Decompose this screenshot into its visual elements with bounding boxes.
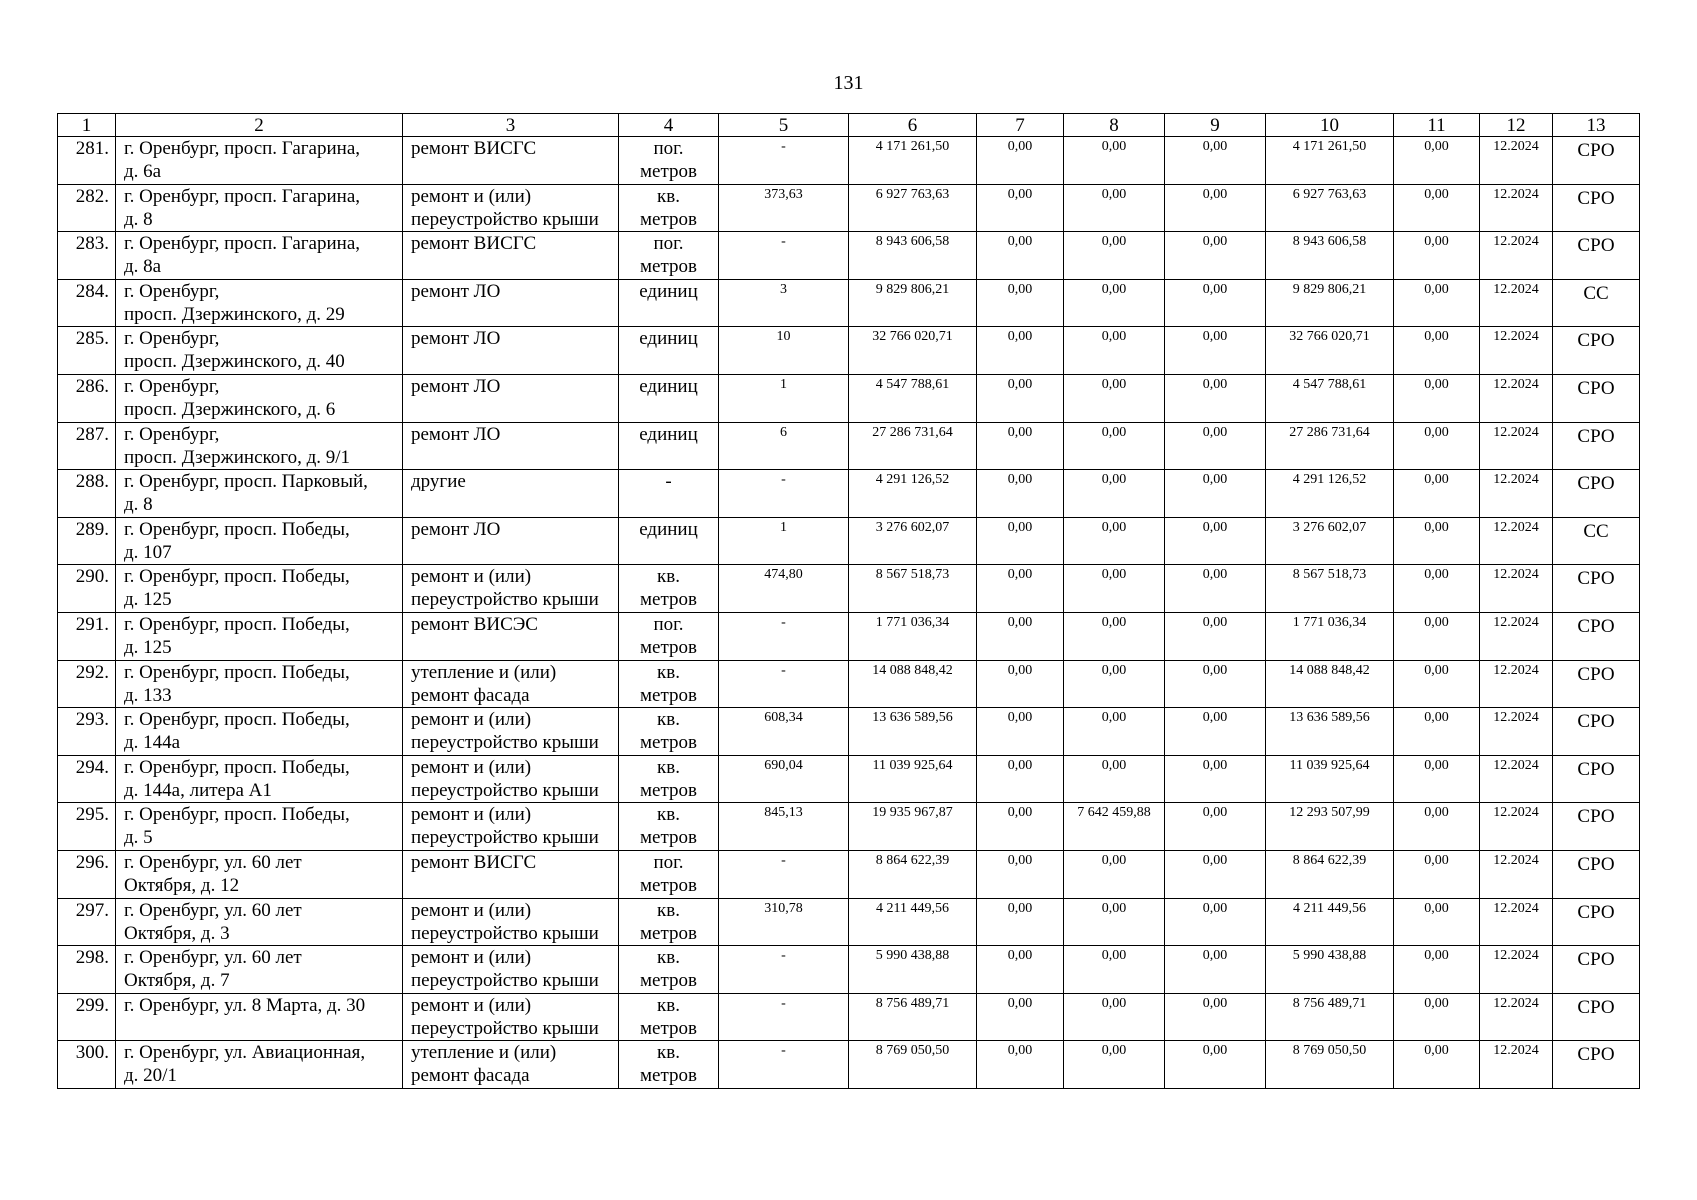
cell-method: СРО xyxy=(1553,850,1640,898)
cell-volume: 310,78 xyxy=(719,898,849,946)
cell-col-10: 4 291 126,52 xyxy=(1266,470,1394,518)
cell-col-8: 0,00 xyxy=(1064,232,1165,280)
cell-col-11: 0,00 xyxy=(1394,803,1480,851)
cell-col-7: 0,00 xyxy=(977,565,1064,613)
column-number-9: 9 xyxy=(1165,114,1266,137)
cell-unit: единиц xyxy=(619,422,719,470)
cell-method: СРО xyxy=(1553,946,1640,994)
cell-work-type: ремонт и (или) переустройство крыши xyxy=(403,708,619,756)
cell-volume: 1 xyxy=(719,517,849,565)
column-number-10: 10 xyxy=(1266,114,1394,137)
cell-col-10: 9 829 806,21 xyxy=(1266,279,1394,327)
cell-total-cost: 19 935 967,87 xyxy=(849,803,977,851)
cell-total-cost: 8 769 050,50 xyxy=(849,1041,977,1089)
cell-volume: 3 xyxy=(719,279,849,327)
cell-unit: - xyxy=(619,470,719,518)
cell-total-cost: 8 567 518,73 xyxy=(849,565,977,613)
cell-col-9: 0,00 xyxy=(1165,137,1266,185)
cell-address: г. Оренбург, ул. 8 Марта, д. 30 xyxy=(116,993,403,1041)
table-row xyxy=(58,565,1640,613)
cell-row-number: 290. xyxy=(58,565,116,613)
column-number-8: 8 xyxy=(1064,114,1165,137)
cell-col-9: 0,00 xyxy=(1165,755,1266,803)
cell-col-10: 13 636 589,56 xyxy=(1266,708,1394,756)
cell-col-11: 0,00 xyxy=(1394,470,1480,518)
cell-col-9: 0,00 xyxy=(1165,279,1266,327)
cell-address: г. Оренбург, просп. Дзержинского, д. 40 xyxy=(116,327,403,375)
cell-col-9: 0,00 xyxy=(1165,898,1266,946)
cell-col-7: 0,00 xyxy=(977,660,1064,708)
cell-col-11: 0,00 xyxy=(1394,1041,1480,1089)
cell-col-8: 0,00 xyxy=(1064,898,1165,946)
cell-method: СРО xyxy=(1553,1041,1640,1089)
cell-col-8: 0,00 xyxy=(1064,422,1165,470)
cell-method: СРО xyxy=(1553,184,1640,232)
cell-volume: - xyxy=(719,660,849,708)
cell-col-8: 0,00 xyxy=(1064,755,1165,803)
cell-col-7: 0,00 xyxy=(977,612,1064,660)
cell-col-7: 0,00 xyxy=(977,184,1064,232)
cell-address: г. Оренбург, просп. Дзержинского, д. 9/1 xyxy=(116,422,403,470)
cell-unit: кв. метров xyxy=(619,1041,719,1089)
cell-method: СРО xyxy=(1553,993,1640,1041)
table-row xyxy=(58,803,1640,851)
cell-address: г. Оренбург, ул. 60 лет Октября, д. 3 xyxy=(116,898,403,946)
cell-address: г. Оренбург, просп. Парковый, д. 8 xyxy=(116,470,403,518)
cell-deadline: 12.2024 xyxy=(1480,517,1553,565)
cell-row-number: 296. xyxy=(58,850,116,898)
cell-col-11: 0,00 xyxy=(1394,184,1480,232)
cell-work-type: ремонт ЛО xyxy=(403,517,619,565)
cell-work-type: ремонт ВИСЭС xyxy=(403,612,619,660)
cell-deadline: 12.2024 xyxy=(1480,898,1553,946)
cell-total-cost: 11 039 925,64 xyxy=(849,755,977,803)
cell-unit: пог. метров xyxy=(619,850,719,898)
cell-address: г. Оренбург, просп. Победы, д. 125 xyxy=(116,612,403,660)
cell-total-cost: 6 927 763,63 xyxy=(849,184,977,232)
cell-volume: 1 xyxy=(719,374,849,422)
cell-volume: 6 xyxy=(719,422,849,470)
cell-col-8: 0,00 xyxy=(1064,612,1165,660)
cell-address: г. Оренбург, ул. Авиационная, д. 20/1 xyxy=(116,1041,403,1089)
cell-col-9: 0,00 xyxy=(1165,374,1266,422)
cell-work-type: другие xyxy=(403,470,619,518)
cell-col-7: 0,00 xyxy=(977,137,1064,185)
cell-col-9: 0,00 xyxy=(1165,327,1266,375)
cell-col-7: 0,00 xyxy=(977,803,1064,851)
cell-method: СРО xyxy=(1553,232,1640,280)
cell-col-9: 0,00 xyxy=(1165,803,1266,851)
cell-col-10: 4 171 261,50 xyxy=(1266,137,1394,185)
cell-unit: кв. метров xyxy=(619,184,719,232)
cell-col-11: 0,00 xyxy=(1394,232,1480,280)
cell-total-cost: 3 276 602,07 xyxy=(849,517,977,565)
cell-col-7: 0,00 xyxy=(977,946,1064,994)
cell-col-9: 0,00 xyxy=(1165,565,1266,613)
cell-col-7: 0,00 xyxy=(977,470,1064,518)
cell-unit: кв. метров xyxy=(619,565,719,613)
cell-col-11: 0,00 xyxy=(1394,279,1480,327)
cell-col-10: 1 771 036,34 xyxy=(1266,612,1394,660)
cell-method: СС xyxy=(1553,279,1640,327)
cell-work-type: ремонт ВИСГС xyxy=(403,137,619,185)
cell-method: СРО xyxy=(1553,327,1640,375)
cell-unit: единиц xyxy=(619,279,719,327)
cell-col-9: 0,00 xyxy=(1165,850,1266,898)
cell-method: СРО xyxy=(1553,803,1640,851)
table-row xyxy=(58,708,1640,756)
cell-col-10: 32 766 020,71 xyxy=(1266,327,1394,375)
cell-work-type: ремонт ЛО xyxy=(403,279,619,327)
cell-col-8: 0,00 xyxy=(1064,137,1165,185)
cell-col-10: 8 756 489,71 xyxy=(1266,993,1394,1041)
cell-total-cost: 14 088 848,42 xyxy=(849,660,977,708)
cell-work-type: ремонт и (или) переустройство крыши xyxy=(403,184,619,232)
cell-col-9: 0,00 xyxy=(1165,470,1266,518)
cell-unit: кв. метров xyxy=(619,660,719,708)
cell-col-7: 0,00 xyxy=(977,232,1064,280)
cell-work-type: ремонт и (или) переустройство крыши xyxy=(403,803,619,851)
cell-row-number: 289. xyxy=(58,517,116,565)
cell-col-8: 0,00 xyxy=(1064,470,1165,518)
table-row xyxy=(58,517,1640,565)
cell-work-type: ремонт ЛО xyxy=(403,374,619,422)
cell-method: СРО xyxy=(1553,660,1640,708)
cell-unit: кв. метров xyxy=(619,803,719,851)
cell-row-number: 297. xyxy=(58,898,116,946)
cell-address: г. Оренбург, просп. Дзержинского, д. 29 xyxy=(116,279,403,327)
cell-col-8: 0,00 xyxy=(1064,327,1165,375)
cell-col-10: 8 943 606,58 xyxy=(1266,232,1394,280)
cell-address: г. Оренбург, просп. Победы, д. 107 xyxy=(116,517,403,565)
cell-address: г. Оренбург, просп. Дзержинского, д. 6 xyxy=(116,374,403,422)
cell-row-number: 285. xyxy=(58,327,116,375)
cell-address: г. Оренбург, просп. Гагарина, д. 6а xyxy=(116,137,403,185)
cell-deadline: 12.2024 xyxy=(1480,660,1553,708)
column-number-5: 5 xyxy=(719,114,849,137)
cell-col-9: 0,00 xyxy=(1165,232,1266,280)
cell-unit: кв. метров xyxy=(619,946,719,994)
cell-unit: единиц xyxy=(619,327,719,375)
cell-deadline: 12.2024 xyxy=(1480,184,1553,232)
table-row xyxy=(58,993,1640,1041)
cell-work-type: ремонт и (или) переустройство крыши xyxy=(403,565,619,613)
cell-col-7: 0,00 xyxy=(977,1041,1064,1089)
column-number-3: 3 xyxy=(403,114,619,137)
cell-total-cost: 4 291 126,52 xyxy=(849,470,977,518)
cell-work-type: ремонт и (или) переустройство крыши xyxy=(403,898,619,946)
cell-unit: единиц xyxy=(619,374,719,422)
cell-col-10: 6 927 763,63 xyxy=(1266,184,1394,232)
cell-method: СРО xyxy=(1553,565,1640,613)
cell-unit: кв. метров xyxy=(619,708,719,756)
table-row xyxy=(58,850,1640,898)
cell-deadline: 12.2024 xyxy=(1480,327,1553,375)
cell-volume: 10 xyxy=(719,327,849,375)
cell-unit: кв. метров xyxy=(619,755,719,803)
cell-row-number: 294. xyxy=(58,755,116,803)
cell-col-9: 0,00 xyxy=(1165,422,1266,470)
cell-col-8: 0,00 xyxy=(1064,850,1165,898)
cell-work-type: ремонт ЛО xyxy=(403,422,619,470)
cell-col-8: 0,00 xyxy=(1064,1041,1165,1089)
cell-deadline: 12.2024 xyxy=(1480,850,1553,898)
cell-col-10: 12 293 507,99 xyxy=(1266,803,1394,851)
cell-deadline: 12.2024 xyxy=(1480,755,1553,803)
cell-work-type: ремонт и (или) переустройство крыши xyxy=(403,755,619,803)
cell-total-cost: 27 286 731,64 xyxy=(849,422,977,470)
cell-deadline: 12.2024 xyxy=(1480,422,1553,470)
cell-work-type: ремонт ВИСГС xyxy=(403,232,619,280)
cell-total-cost: 5 990 438,88 xyxy=(849,946,977,994)
table-row xyxy=(58,470,1640,518)
cell-volume: - xyxy=(719,232,849,280)
cell-method: СРО xyxy=(1553,137,1640,185)
cell-col-9: 0,00 xyxy=(1165,946,1266,994)
column-number-4: 4 xyxy=(619,114,719,137)
cell-unit: единиц xyxy=(619,517,719,565)
cell-col-11: 0,00 xyxy=(1394,374,1480,422)
table-row xyxy=(58,184,1640,232)
cell-volume: 608,34 xyxy=(719,708,849,756)
cell-row-number: 288. xyxy=(58,470,116,518)
cell-address: г. Оренбург, ул. 60 лет Октября, д. 7 xyxy=(116,946,403,994)
cell-volume: 845,13 xyxy=(719,803,849,851)
cell-total-cost: 8 943 606,58 xyxy=(849,232,977,280)
cell-col-11: 0,00 xyxy=(1394,517,1480,565)
table-row xyxy=(58,327,1640,375)
cell-method: СРО xyxy=(1553,422,1640,470)
cell-col-7: 0,00 xyxy=(977,993,1064,1041)
cell-col-9: 0,00 xyxy=(1165,708,1266,756)
cell-work-type: утепление и (или) ремонт фасада xyxy=(403,1041,619,1089)
cell-address: г. Оренбург, просп. Гагарина, д. 8а xyxy=(116,232,403,280)
cell-row-number: 299. xyxy=(58,993,116,1041)
table-row xyxy=(58,1041,1640,1089)
cell-col-8: 0,00 xyxy=(1064,279,1165,327)
cell-col-8: 0,00 xyxy=(1064,993,1165,1041)
cell-deadline: 12.2024 xyxy=(1480,946,1553,994)
cell-unit: пог. метров xyxy=(619,137,719,185)
cell-row-number: 286. xyxy=(58,374,116,422)
cell-volume: - xyxy=(719,850,849,898)
cell-col-7: 0,00 xyxy=(977,422,1064,470)
cell-col-8: 0,00 xyxy=(1064,184,1165,232)
cell-volume: - xyxy=(719,993,849,1041)
cell-col-11: 0,00 xyxy=(1394,993,1480,1041)
cell-total-cost: 4 211 449,56 xyxy=(849,898,977,946)
cell-total-cost: 8 864 622,39 xyxy=(849,850,977,898)
cell-volume: - xyxy=(719,612,849,660)
cell-col-9: 0,00 xyxy=(1165,660,1266,708)
cell-deadline: 12.2024 xyxy=(1480,374,1553,422)
cell-col-11: 0,00 xyxy=(1394,422,1480,470)
cell-volume: 373,63 xyxy=(719,184,849,232)
column-number-row xyxy=(58,114,1640,137)
cell-col-11: 0,00 xyxy=(1394,708,1480,756)
cell-address: г. Оренбург, просп. Победы, д. 5 xyxy=(116,803,403,851)
table-row xyxy=(58,946,1640,994)
cell-deadline: 12.2024 xyxy=(1480,137,1553,185)
cell-unit: пог. метров xyxy=(619,612,719,660)
cell-col-7: 0,00 xyxy=(977,708,1064,756)
cell-method: СРО xyxy=(1553,708,1640,756)
cell-col-10: 8 567 518,73 xyxy=(1266,565,1394,613)
table-row xyxy=(58,279,1640,327)
cell-col-7: 0,00 xyxy=(977,898,1064,946)
cell-col-8: 7 642 459,88 xyxy=(1064,803,1165,851)
cell-col-10: 11 039 925,64 xyxy=(1266,755,1394,803)
column-number-13: 13 xyxy=(1553,114,1640,137)
cell-unit: пог. метров xyxy=(619,232,719,280)
cell-col-8: 0,00 xyxy=(1064,374,1165,422)
cell-col-11: 0,00 xyxy=(1394,946,1480,994)
column-number-6: 6 xyxy=(849,114,977,137)
cell-deadline: 12.2024 xyxy=(1480,1041,1553,1089)
works-table xyxy=(57,113,1640,1089)
cell-row-number: 287. xyxy=(58,422,116,470)
column-number-7: 7 xyxy=(977,114,1064,137)
cell-deadline: 12.2024 xyxy=(1480,612,1553,660)
cell-col-11: 0,00 xyxy=(1394,612,1480,660)
cell-volume: - xyxy=(719,137,849,185)
cell-col-8: 0,00 xyxy=(1064,708,1165,756)
cell-col-10: 4 547 788,61 xyxy=(1266,374,1394,422)
cell-col-10: 8 864 622,39 xyxy=(1266,850,1394,898)
cell-method: СРО xyxy=(1553,898,1640,946)
cell-col-8: 0,00 xyxy=(1064,660,1165,708)
cell-volume: - xyxy=(719,470,849,518)
column-number-11: 11 xyxy=(1394,114,1480,137)
cell-col-9: 0,00 xyxy=(1165,184,1266,232)
cell-method: СРО xyxy=(1553,612,1640,660)
cell-unit: кв. метров xyxy=(619,993,719,1041)
cell-work-type: утепление и (или) ремонт фасада xyxy=(403,660,619,708)
table-row xyxy=(58,232,1640,280)
cell-col-10: 3 276 602,07 xyxy=(1266,517,1394,565)
table-body xyxy=(58,137,1640,1089)
column-number-1: 1 xyxy=(58,114,116,137)
column-number-12: 12 xyxy=(1480,114,1553,137)
table-row xyxy=(58,422,1640,470)
cell-volume: - xyxy=(719,946,849,994)
cell-col-10: 5 990 438,88 xyxy=(1266,946,1394,994)
cell-volume: - xyxy=(719,1041,849,1089)
cell-col-11: 0,00 xyxy=(1394,327,1480,375)
cell-col-10: 14 088 848,42 xyxy=(1266,660,1394,708)
cell-col-8: 0,00 xyxy=(1064,517,1165,565)
cell-total-cost: 1 771 036,34 xyxy=(849,612,977,660)
cell-col-10: 27 286 731,64 xyxy=(1266,422,1394,470)
cell-row-number: 293. xyxy=(58,708,116,756)
cell-col-7: 0,00 xyxy=(977,374,1064,422)
cell-col-11: 0,00 xyxy=(1394,565,1480,613)
cell-col-11: 0,00 xyxy=(1394,898,1480,946)
cell-method: СС xyxy=(1553,517,1640,565)
cell-total-cost: 4 171 261,50 xyxy=(849,137,977,185)
table-row xyxy=(58,755,1640,803)
cell-col-11: 0,00 xyxy=(1394,755,1480,803)
table-row xyxy=(58,612,1640,660)
cell-deadline: 12.2024 xyxy=(1480,565,1553,613)
cell-method: СРО xyxy=(1553,470,1640,518)
cell-col-7: 0,00 xyxy=(977,517,1064,565)
cell-deadline: 12.2024 xyxy=(1480,993,1553,1041)
cell-col-10: 4 211 449,56 xyxy=(1266,898,1394,946)
cell-address: г. Оренбург, просп. Победы, д. 144а, литера А1 xyxy=(116,755,403,803)
column-number-2: 2 xyxy=(116,114,403,137)
cell-address: г. Оренбург, просп. Победы, д. 125 xyxy=(116,565,403,613)
cell-col-9: 0,00 xyxy=(1165,993,1266,1041)
table-row xyxy=(58,898,1640,946)
cell-col-7: 0,00 xyxy=(977,755,1064,803)
cell-address: г. Оренбург, просп. Гагарина, д. 8 xyxy=(116,184,403,232)
cell-work-type: ремонт ВИСГС xyxy=(403,850,619,898)
cell-row-number: 283. xyxy=(58,232,116,280)
cell-deadline: 12.2024 xyxy=(1480,803,1553,851)
cell-col-11: 0,00 xyxy=(1394,660,1480,708)
cell-work-type: ремонт и (или) переустройство крыши xyxy=(403,946,619,994)
cell-total-cost: 4 547 788,61 xyxy=(849,374,977,422)
cell-deadline: 12.2024 xyxy=(1480,708,1553,756)
cell-address: г. Оренбург, ул. 60 лет Октября, д. 12 xyxy=(116,850,403,898)
table-row xyxy=(58,374,1640,422)
table-row xyxy=(58,660,1640,708)
table-row xyxy=(58,137,1640,185)
cell-deadline: 12.2024 xyxy=(1480,470,1553,518)
cell-volume: 474,80 xyxy=(719,565,849,613)
cell-row-number: 298. xyxy=(58,946,116,994)
cell-col-11: 0,00 xyxy=(1394,137,1480,185)
cell-volume: 690,04 xyxy=(719,755,849,803)
cell-col-7: 0,00 xyxy=(977,327,1064,375)
cell-address: г. Оренбург, просп. Победы, д. 133 xyxy=(116,660,403,708)
cell-col-7: 0,00 xyxy=(977,279,1064,327)
cell-col-9: 0,00 xyxy=(1165,1041,1266,1089)
cell-row-number: 295. xyxy=(58,803,116,851)
cell-row-number: 284. xyxy=(58,279,116,327)
cell-row-number: 282. xyxy=(58,184,116,232)
cell-method: СРО xyxy=(1553,755,1640,803)
cell-col-9: 0,00 xyxy=(1165,612,1266,660)
cell-total-cost: 8 756 489,71 xyxy=(849,993,977,1041)
cell-work-type: ремонт ЛО xyxy=(403,327,619,375)
cell-col-7: 0,00 xyxy=(977,850,1064,898)
cell-col-11: 0,00 xyxy=(1394,850,1480,898)
cell-col-8: 0,00 xyxy=(1064,565,1165,613)
cell-address: г. Оренбург, просп. Победы, д. 144а xyxy=(116,708,403,756)
cell-row-number: 281. xyxy=(58,137,116,185)
cell-col-10: 8 769 050,50 xyxy=(1266,1041,1394,1089)
cell-method: СРО xyxy=(1553,374,1640,422)
cell-row-number: 292. xyxy=(58,660,116,708)
cell-deadline: 12.2024 xyxy=(1480,232,1553,280)
cell-deadline: 12.2024 xyxy=(1480,279,1553,327)
page-number: 131 xyxy=(833,72,864,94)
cell-col-9: 0,00 xyxy=(1165,517,1266,565)
cell-work-type: ремонт и (или) переустройство крыши xyxy=(403,993,619,1041)
cell-col-8: 0,00 xyxy=(1064,946,1165,994)
cell-total-cost: 32 766 020,71 xyxy=(849,327,977,375)
cell-row-number: 300. xyxy=(58,1041,116,1089)
cell-total-cost: 13 636 589,56 xyxy=(849,708,977,756)
cell-unit: кв. метров xyxy=(619,898,719,946)
cell-total-cost: 9 829 806,21 xyxy=(849,279,977,327)
cell-row-number: 291. xyxy=(58,612,116,660)
